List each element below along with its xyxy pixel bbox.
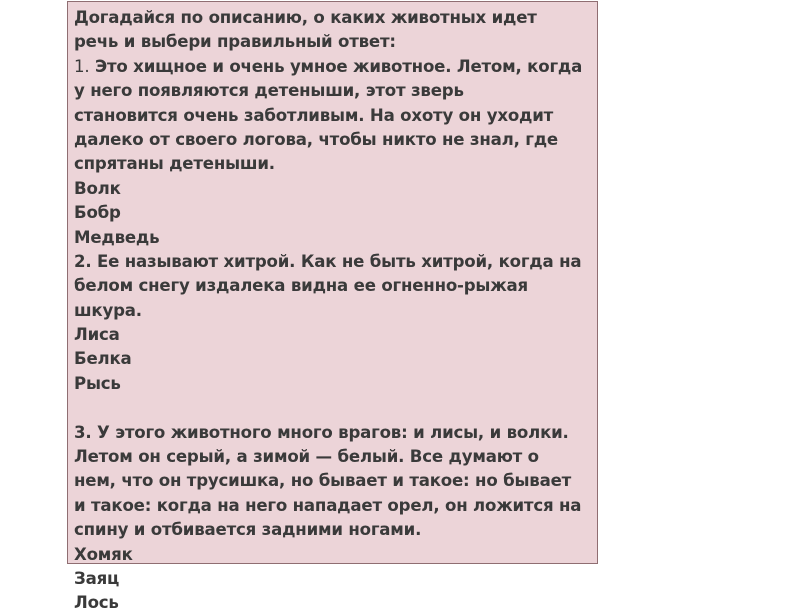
- question-2-line: [74, 250, 596, 274]
- question-1-line: у него появляются детеныши, этот зверь: [74, 81, 464, 101]
- answer-option[interactable]: Лось: [74, 593, 119, 613]
- question-3-number: 3.: [74, 422, 92, 442]
- answer-option[interactable]: Белка: [74, 349, 132, 369]
- intro-line: Догадайся по описанию, о каких животных идет: [74, 8, 537, 27]
- question-1-line: [74, 55, 596, 79]
- answer-option[interactable]: Бобр: [74, 203, 121, 223]
- spacer: [74, 396, 596, 420]
- answer-option[interactable]: Волк: [74, 178, 121, 198]
- question-3-line: нем, что он трусишка, но бывает и такое: но бывает: [74, 471, 572, 491]
- answer-option[interactable]: Хомяк: [74, 544, 133, 564]
- question-1-line: спрятаны детеныши.: [74, 154, 275, 174]
- answer-option[interactable]: Медведь: [74, 227, 160, 247]
- question-3-line: спину и отбивается задними ногами.: [74, 520, 422, 540]
- question-3-line: и такое: когда на него нападает орел, он ложится на: [74, 495, 582, 515]
- question-3-line: [74, 421, 596, 445]
- answer-option[interactable]: Заяц: [74, 568, 120, 588]
- question-3-text: У этого животного много врагов: и лисы, и волки.: [91, 422, 569, 442]
- question-1-number: 1.: [74, 56, 90, 76]
- question-1-text: Это хищное и очень умное животное. Летом, когда: [89, 56, 583, 76]
- question-2-text: Ее называют хитрой. Как не быть хитрой, когда на: [91, 251, 582, 271]
- question-1-line: далеко от своего логова, чтобы никто не знал, где: [74, 129, 558, 149]
- question-2-line: белом снегу издалека видна ее огненно-рыжая: [74, 276, 528, 296]
- question-3-line: Летом он серый, а зимой — белый. Все думают о: [74, 447, 539, 467]
- quiz-text: [74, 6, 596, 616]
- question-1-line: становится очень заботливым. На охоту он уходит: [74, 105, 554, 125]
- question-2-line: шкура.: [74, 300, 142, 320]
- answer-option[interactable]: Рысь: [74, 373, 121, 393]
- question-2-number: 2.: [74, 251, 92, 271]
- intro-line: речь и выбери правильный ответ:: [74, 32, 396, 52]
- answer-option[interactable]: Лиса: [74, 325, 120, 345]
